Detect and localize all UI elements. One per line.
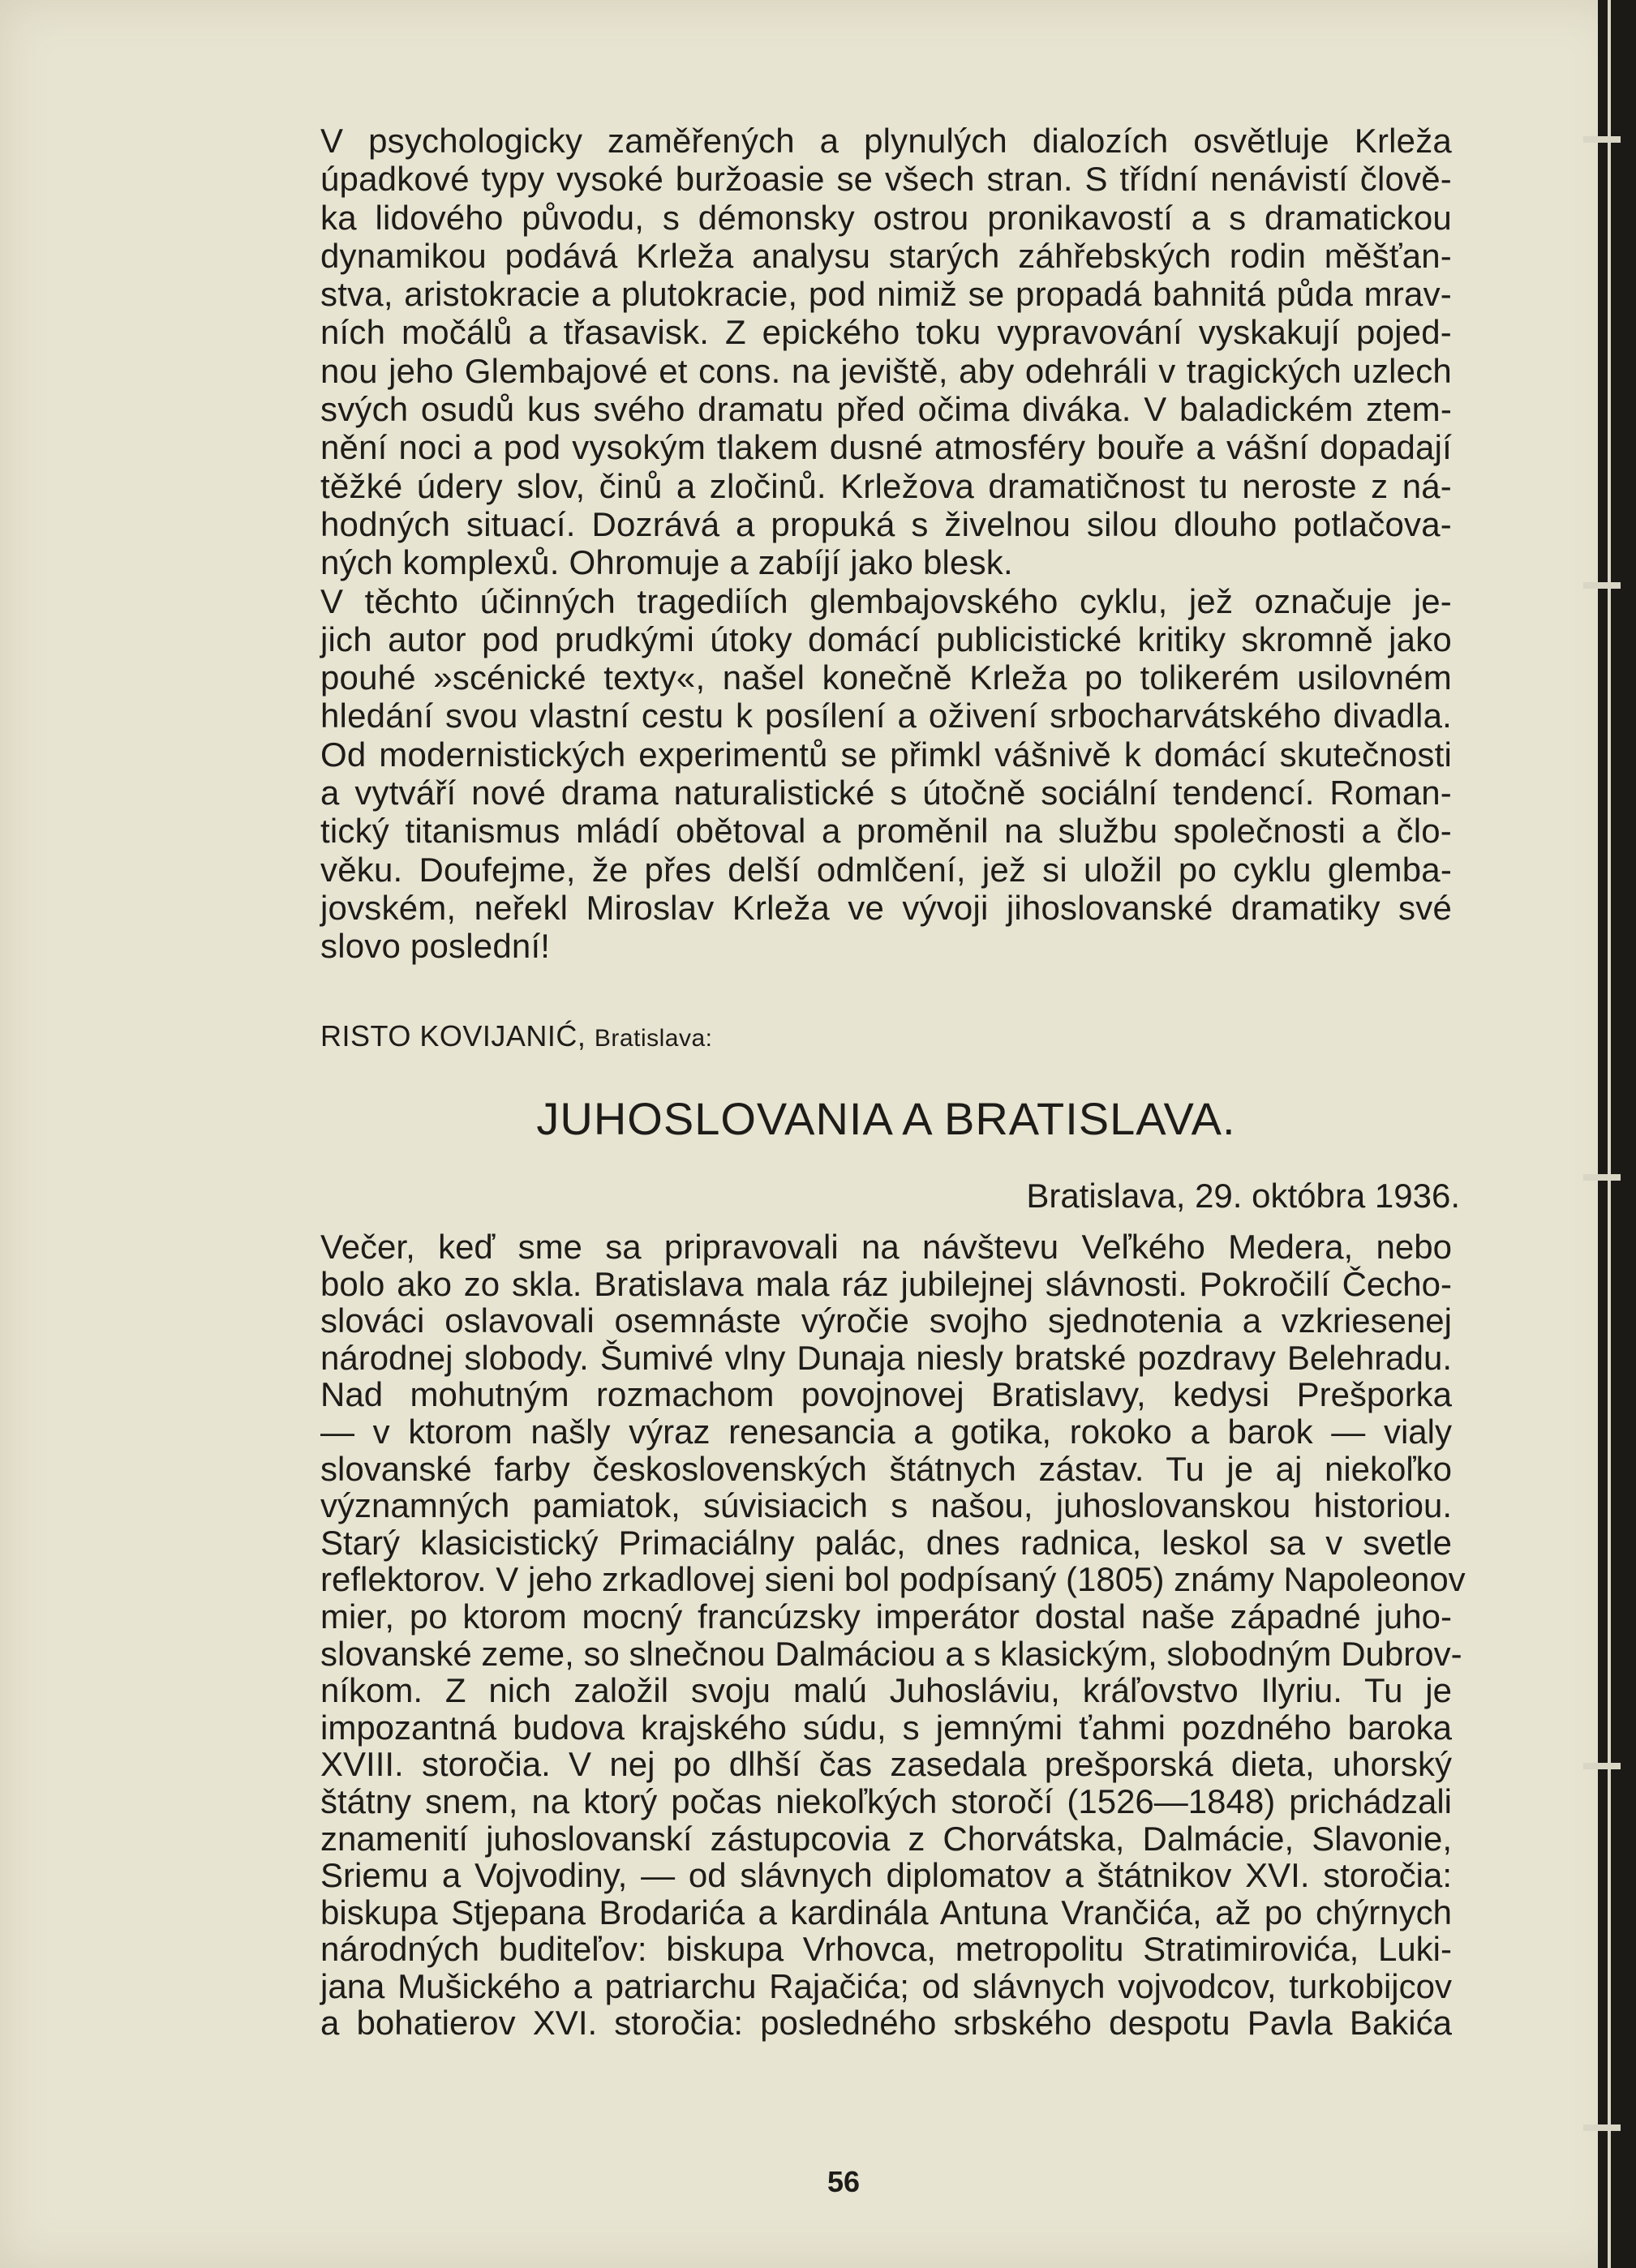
text-line: štátny snem, na ktorý počas niekoľkých storočí (1526—1848) prichádzali: [320, 1781, 1452, 1820]
page-number: 56: [827, 2165, 861, 2198]
text-line: těžké údery slov, činů a zločinů. Krležova dramatičnost tu neroste z ná-: [320, 466, 1452, 505]
binding-notch: [1583, 582, 1621, 589]
text-line: hledání svou vlastní cestu k posílení a oživení srbocharvátského divadla.: [320, 697, 1452, 735]
text-line: jana Mušického a patriarchu Rajačića; od slávnych vojvodcov, turkobijcov: [320, 1966, 1452, 2005]
text-line: Od modernistických experimentů se přimkl vášnivě k domácí skutečnosti: [320, 735, 1452, 774]
text-line: ních močálů a třasavisk. Z epického toku vypravování vyskakují pojed-: [320, 313, 1452, 352]
text-line: Večer, keď sme sa pripravovali na návštevu Veľkého Medera, nebo: [320, 1228, 1452, 1266]
binding-notch: [1583, 2124, 1621, 2131]
text-line: tický titanismus mládí obětoval a proměnil na službu společnosti a člo-: [320, 812, 1452, 851]
text-line: Sriemu a Vojvodiny, — od slávnych diplomatov a štátnikov XVI. storočia:: [320, 1856, 1452, 1895]
text-line: slovanské farby československých štátnych zástav. Tu je aj niekoľko: [320, 1449, 1452, 1488]
page-content: [320, 122, 1466, 2198]
text-line: svých osudů kus svého dramatu před očima diváka. V baladickém ztem-: [320, 390, 1452, 429]
text-line: ka lidového původu, s démonsky ostrou pronikavostí a s dramatickou: [320, 198, 1452, 237]
text-line: nění noci a pod vysokým tlakem dusné atmosféry bouře a vášní dopadají: [320, 428, 1452, 467]
text-line: mier, po ktorom mocný francúzsky imperátor dostal naše západné juho-: [320, 1597, 1452, 1636]
article-title: JUHOSLOVANIA A BRATISLAVA.: [536, 1093, 1236, 1144]
text-line: úpadkové typy vysoké buržoasie se všech stran. S třídní nenávistí člově-: [320, 160, 1452, 199]
binding-notch: [1583, 1174, 1621, 1181]
text-line: národnej slobody. Šumivé vlny Dunaja niesly bratské pozdravy Belehradu.: [320, 1338, 1452, 1377]
book-binding: [1598, 0, 1636, 2268]
text-line: jovském, neřekl Miroslav Krleža ve vývoji jihoslovanské dramatiky své: [320, 888, 1452, 927]
text-line: V těchto účinných tragediích glembajovského cyklu, jež označuje je-: [320, 581, 1452, 620]
text-line: Starý klasicistický Primaciálny palác, dnes radnica, leskol sa v svetle: [320, 1523, 1452, 1562]
author-name: RISTO KOVIJANIĆ,: [320, 1019, 586, 1053]
text-line: a vytváří nové drama naturalistické s útočně sociální tendencí. Roman-: [320, 774, 1452, 812]
text-line: ných komplexů. Ohromuje a zabíjí jako blesk.: [320, 543, 1013, 582]
text-line: stva, aristokracie a plutokracie, pod nimiž se propadá bahnitá půda mrav-: [320, 275, 1452, 314]
text-line: impozantná budova krajského súdu, s jemnými ťahmi pozdného baroka: [320, 1708, 1452, 1747]
text-line: a bohatierov XVI. storočia: posledného srbského despotu Pavla Bakića: [320, 2004, 1452, 2043]
text-line: níkom. Z nich založil svoju malú Juhosláviu, kráľovstvo Ilyriu. Tu je: [320, 1671, 1452, 1710]
text-line: — v ktorom našly výraz renesancia a gotika, rokoko a barok — vialy: [320, 1412, 1452, 1451]
text-line: XVIII. storočia. V nej po dlhší čas zasedala prešporská dieta, uhorský: [320, 1745, 1452, 1784]
text-line: dynamikou podává Krleža analysu starých záhřebských rodin měšťan-: [320, 236, 1452, 275]
text-line: slovo poslední!: [320, 927, 551, 966]
text-line: jich autor pod prudkými útoky domácí publicistické kritiky skromně jako: [320, 620, 1452, 658]
article-author: [320, 1019, 712, 1053]
text-line: pouhé »scénické texty«, našel konečně Krleža po tolikerém usilovném: [320, 658, 1452, 697]
text-line: věku. Doufejme, že přes delší odmlčení, jež si uložil po cyklu glemba-: [320, 850, 1452, 889]
text-line: významných pamiatok, súvisiacich s našou, juhoslovanskou historiou.: [320, 1486, 1452, 1525]
text-line: bolo ako zo skla. Bratislava mala ráz jubilejnej slávnosti. Pokročilí Čecho-: [320, 1264, 1452, 1303]
text-line: nou jeho Glembajové et cons. na jeviště, aby odehráli v tragických uzlech: [320, 351, 1452, 390]
text-line: Nad mohutným rozmachom povojnovej Bratislavy, kedysi Prešporka: [320, 1375, 1452, 1414]
text-line: biskupa Stjepana Brodarića a kardinála Antuna Vrančića, až po chýrnych: [320, 1893, 1452, 1931]
dateline: Bratislava, 29. októbra 1936.: [1026, 1177, 1460, 1215]
binding-notch: [1583, 136, 1621, 143]
text-line: hodných situací. Dozrává a propuká s živelnou silou dlouho potlačova-: [320, 504, 1452, 543]
binding-notch: [1583, 1763, 1621, 1769]
text-line: znamenití juhoslovanskí zástupcovia z Chorvátska, Dalmácie, Slavonie,: [320, 1819, 1452, 1858]
text-line: reflektorov. V jeho zrkadlovej sieni bol podpísaný (1805) známy Napoleonov: [320, 1560, 1466, 1599]
text-line: V psychologicky zaměřených a plynulých dialozích osvětluje Krleža: [320, 122, 1452, 160]
author-place: Bratislava:: [594, 1025, 713, 1052]
text-line: slováci oslavovali osemnáste výročie svojho sjednotenia a vzkriesenej: [320, 1301, 1452, 1340]
text-line: národných buditeľov: biskupa Vrhovca, metropolitu Stratimirovića, Luki-: [320, 1930, 1452, 1969]
upper-article-text: [320, 122, 1452, 966]
text-line: slovanské zeme, so slnečnou Dalmáciou a s klasickým, slobodným Dubrov-: [320, 1634, 1462, 1673]
binding-edge-line: [1608, 0, 1611, 2268]
lower-article-text: [320, 1228, 1466, 2043]
